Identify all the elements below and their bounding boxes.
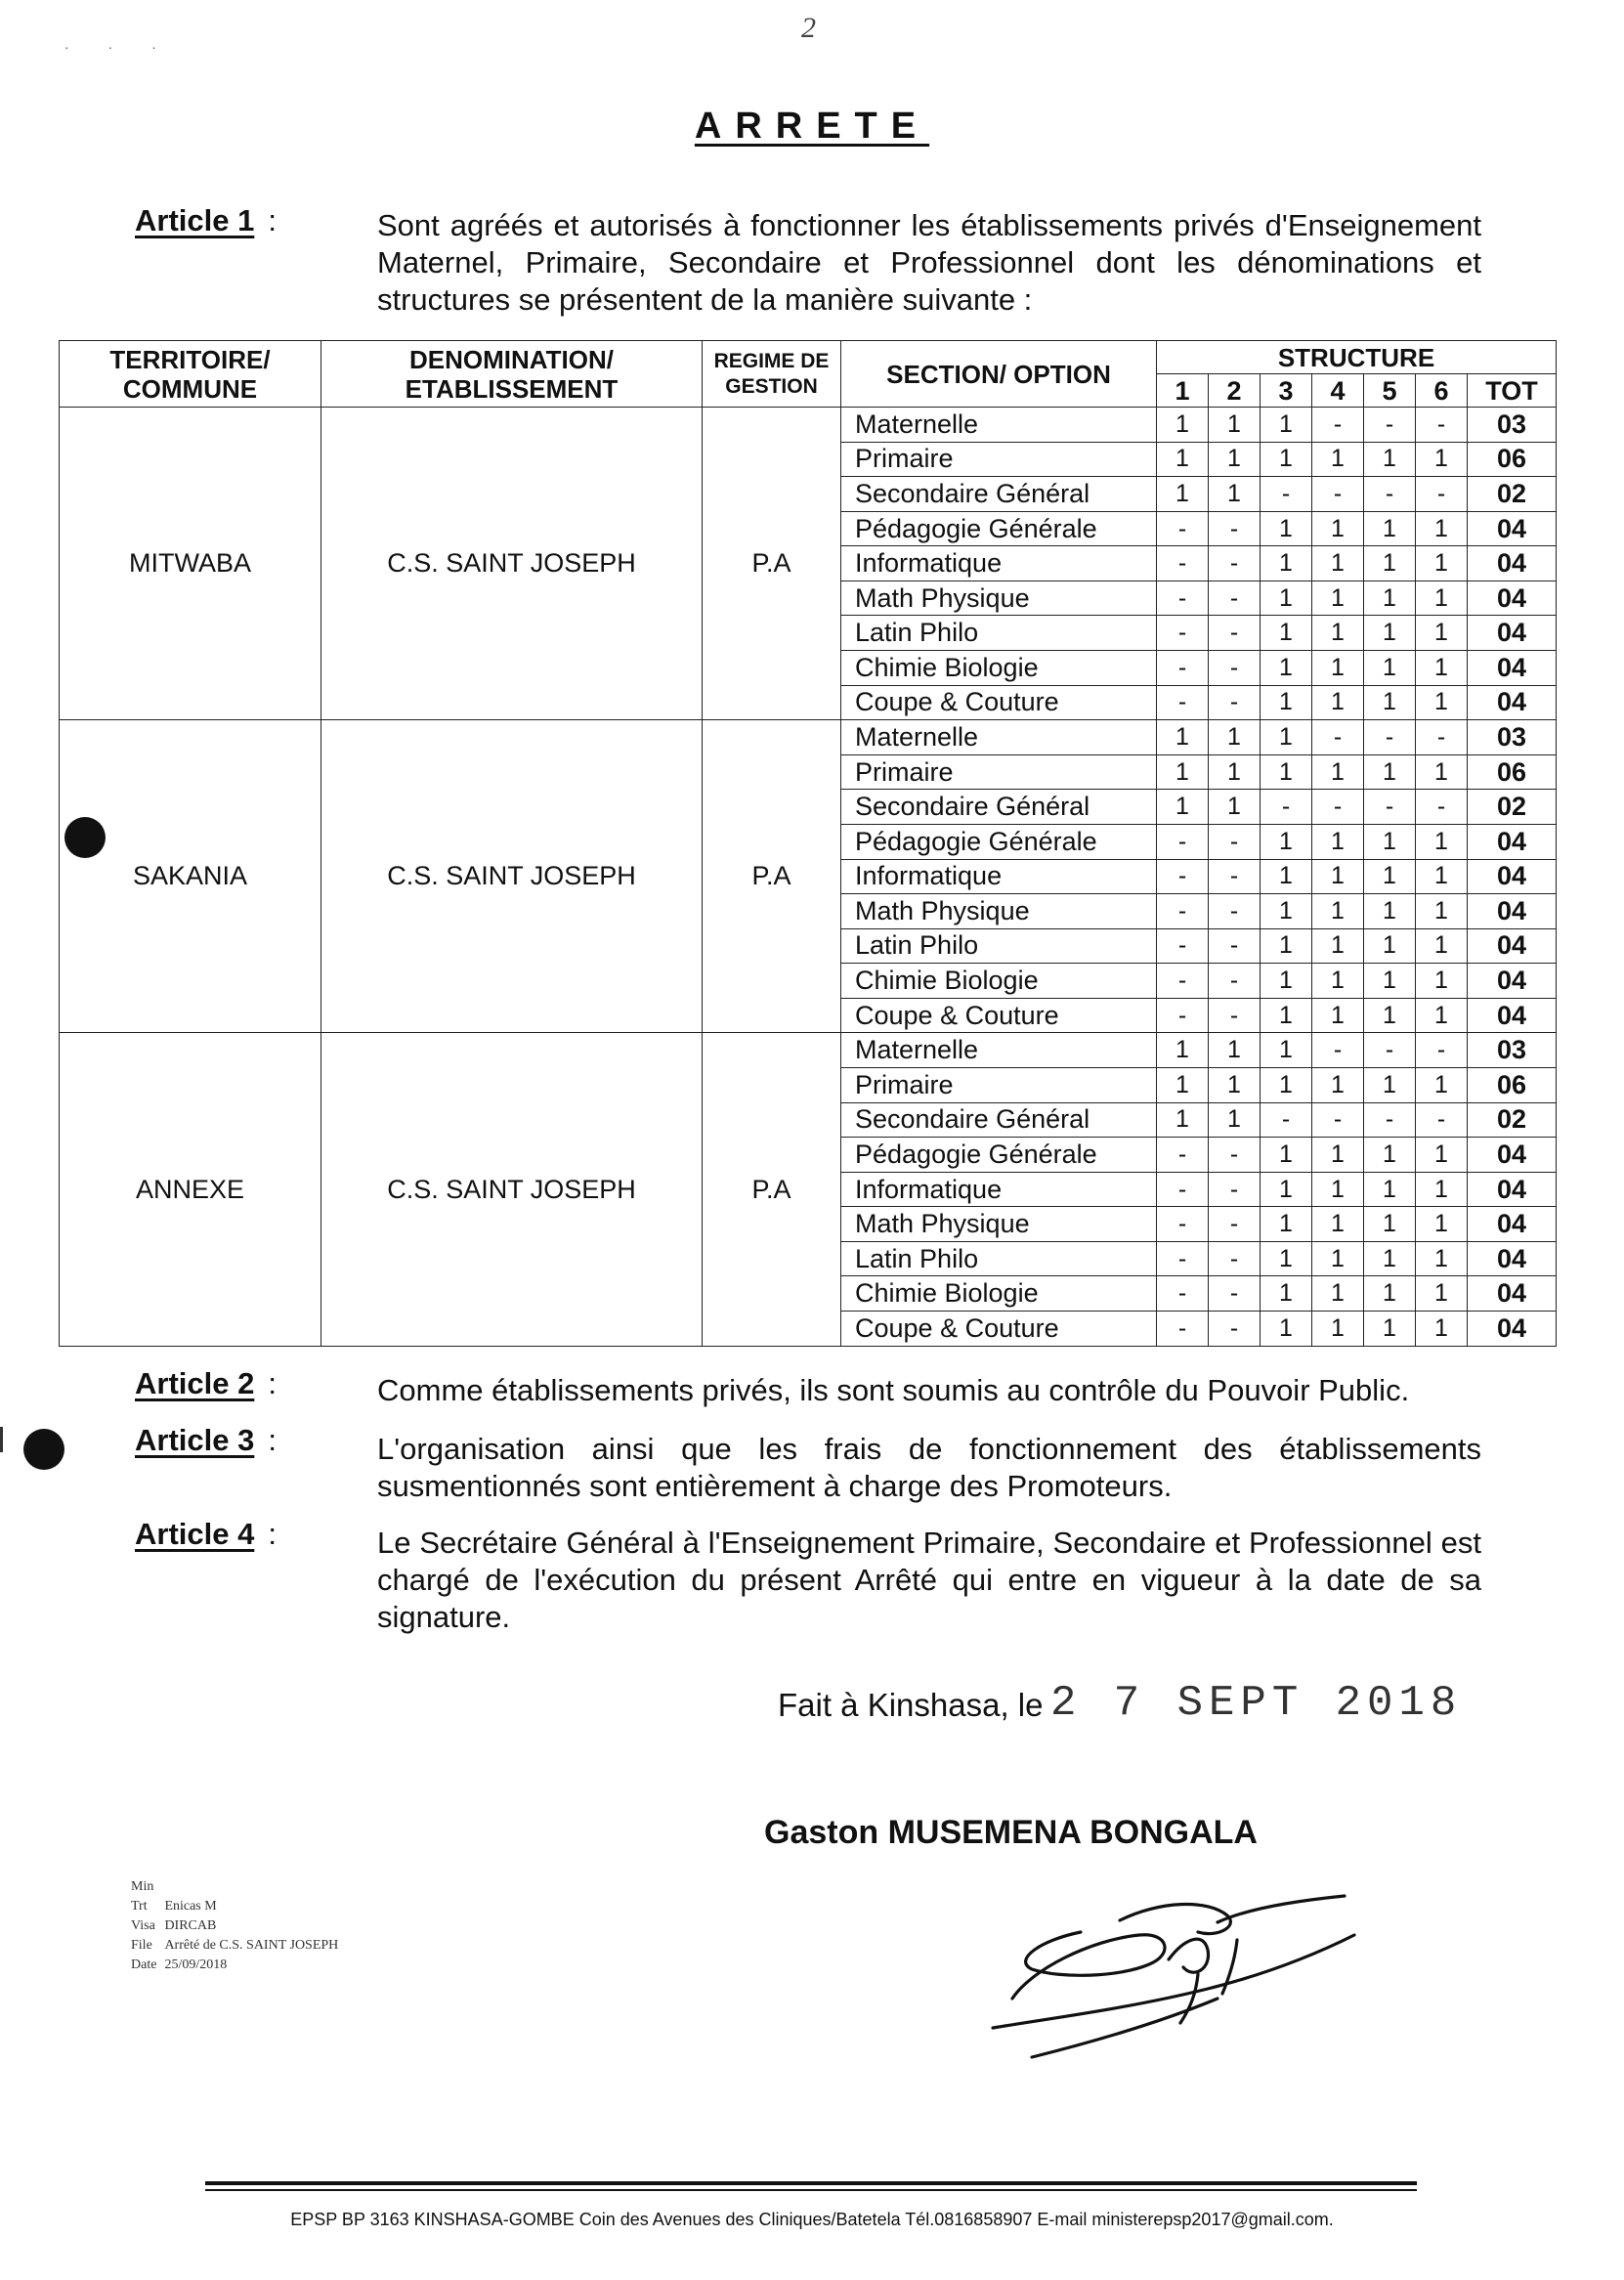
structure-cell: 1 <box>1416 1138 1468 1173</box>
option-cell: Maternelle <box>841 1033 1157 1068</box>
structure-cell: - <box>1209 1276 1261 1312</box>
header-col-6: 6 <box>1416 374 1468 408</box>
structure-cell: 1 <box>1416 581 1468 616</box>
total-cell: 02 <box>1468 1102 1557 1138</box>
option-cell: Chimie Biologie <box>841 651 1157 686</box>
structure-cell: 1 <box>1364 685 1416 720</box>
structure-cell: - <box>1261 1102 1312 1138</box>
header-section: SECTION/ OPTION <box>841 341 1157 408</box>
regime-cell: P.A <box>703 720 841 1033</box>
initials-value: DIRCAB <box>164 1918 217 1933</box>
structure-cell: - <box>1157 964 1209 999</box>
structure-cell: - <box>1209 581 1261 616</box>
initials-key: File <box>131 1938 152 1953</box>
structure-cell: - <box>1157 1276 1209 1312</box>
structure-cell: 1 <box>1312 1312 1364 1347</box>
option-cell: Pédagogie Générale <box>841 1138 1157 1173</box>
structure-cell: 1 <box>1416 1312 1468 1347</box>
option-cell: Math Physique <box>841 1207 1157 1242</box>
structure-cell: - <box>1312 790 1364 825</box>
structure-cell: - <box>1157 685 1209 720</box>
structure-cell: 1 <box>1416 651 1468 686</box>
structure-cell: - <box>1157 581 1209 616</box>
structure-cell: - <box>1209 1312 1261 1347</box>
structure-cell: 1 <box>1364 1276 1416 1312</box>
option-cell: Coupe & Couture <box>841 685 1157 720</box>
table-row <box>60 408 1557 443</box>
initials-row <box>131 1957 344 1974</box>
structure-cell: - <box>1209 859 1261 894</box>
structure-cell: 1 <box>1364 859 1416 894</box>
structure-cell: 1 <box>1261 616 1312 651</box>
structure-cell: 1 <box>1364 1067 1416 1102</box>
initials-value: Enicas M <box>164 1899 217 1914</box>
structure-cell: - <box>1312 477 1364 512</box>
article-2-text: Comme établissements privés, ils sont soumis au contrôle du Pouvoir Public. <box>377 1373 1410 1407</box>
total-cell: 04 <box>1468 511 1557 546</box>
structure-cell: - <box>1157 1207 1209 1242</box>
structure-cell: 1 <box>1312 824 1364 859</box>
option-cell: Informatique <box>841 546 1157 581</box>
footer-rule <box>205 2181 1417 2185</box>
initials-row <box>131 1917 344 1935</box>
structure-cell: 1 <box>1209 1102 1261 1138</box>
structure-cell: 1 <box>1364 964 1416 999</box>
structure-cell: - <box>1157 859 1209 894</box>
signature-place: Fait à Kinshasa, le <box>778 1687 1044 1723</box>
structure-cell: 1 <box>1364 1138 1416 1173</box>
initials-row <box>131 1898 344 1915</box>
option-cell: Maternelle <box>841 408 1157 443</box>
total-cell: 04 <box>1468 998 1557 1033</box>
option-cell: Secondaire Général <box>841 790 1157 825</box>
structure-cell: 1 <box>1261 998 1312 1033</box>
total-cell: 03 <box>1468 720 1557 755</box>
structure-cell: 1 <box>1261 408 1312 443</box>
header-col-5: 5 <box>1364 374 1416 408</box>
structure-cell: 1 <box>1312 616 1364 651</box>
structure-cell: 1 <box>1261 1033 1312 1068</box>
structure-cell: - <box>1209 1172 1261 1207</box>
header-col-2: 2 <box>1209 374 1261 408</box>
structure-cell: 1 <box>1364 651 1416 686</box>
total-cell: 02 <box>1468 790 1557 825</box>
structure-cell: 1 <box>1261 546 1312 581</box>
structure-cell: - <box>1364 408 1416 443</box>
structure-cell: 1 <box>1157 442 1209 477</box>
territoire-cell: SAKANIA <box>60 720 321 1033</box>
structure-cell: 1 <box>1312 1207 1364 1242</box>
etablissement-cell: C.S. SAINT JOSEPH <box>321 1033 703 1347</box>
structure-cell: - <box>1364 790 1416 825</box>
structure-cell: - <box>1312 1102 1364 1138</box>
structure-cell: - <box>1416 477 1468 512</box>
structure-cell: 1 <box>1364 1312 1416 1347</box>
structure-cell: - <box>1209 685 1261 720</box>
structure-cell: 1 <box>1261 1207 1312 1242</box>
scan-specks: · · · <box>64 39 174 55</box>
structure-cell: - <box>1209 928 1261 964</box>
structure-cell: 1 <box>1312 859 1364 894</box>
regime-cell: P.A <box>703 408 841 720</box>
etablissement-cell: C.S. SAINT JOSEPH <box>321 720 703 1033</box>
total-cell: 04 <box>1468 859 1557 894</box>
structure-cell: 1 <box>1416 928 1468 964</box>
structure-cell: - <box>1209 1241 1261 1276</box>
structure-cell: - <box>1157 1138 1209 1173</box>
structure-cell: - <box>1157 998 1209 1033</box>
punch-hole-dot-2 <box>23 1429 64 1470</box>
structure-cell: 1 <box>1312 1067 1364 1102</box>
handwritten-signature <box>973 1862 1384 2067</box>
article-1-text: Sont agréés et autorisés à fonctionner les établissements privés d'Enseignement Maternel, Primaire, Secondaire et Professionnel dont les dénominations et structures se présentent de la manière suivante : <box>377 208 1481 317</box>
structure-cell: 1 <box>1261 824 1312 859</box>
initials-value: 25/09/2018 <box>164 1957 228 1972</box>
article-3-text: L'organisation ainsi que les frais de fonctionnement des établissements susmentionnés sont entièrement à charge des Promoteurs. <box>377 1432 1481 1503</box>
structure-cell: - <box>1416 1102 1468 1138</box>
total-cell: 04 <box>1468 1172 1557 1207</box>
structure-cell: 1 <box>1364 581 1416 616</box>
option-cell: Primaire <box>841 1067 1157 1102</box>
structure-cell: 1 <box>1416 894 1468 929</box>
structure-cell: 1 <box>1157 1067 1209 1102</box>
structure-cell: 1 <box>1261 928 1312 964</box>
initials-row <box>131 1878 344 1896</box>
structure-cell: 1 <box>1416 1276 1468 1312</box>
structure-cell: 1 <box>1312 581 1364 616</box>
structure-cell: - <box>1364 1102 1416 1138</box>
structure-cell: 1 <box>1416 442 1468 477</box>
page-number: 2 <box>801 12 816 44</box>
total-cell: 04 <box>1468 616 1557 651</box>
total-cell: 06 <box>1468 1067 1557 1102</box>
structure-cell: - <box>1261 477 1312 512</box>
scan-edge-mark <box>0 1427 3 1452</box>
table-row <box>60 1033 1557 1068</box>
structure-cell: - <box>1157 546 1209 581</box>
total-cell: 04 <box>1468 651 1557 686</box>
structure-cell: 1 <box>1157 790 1209 825</box>
article-4-text: Le Secrétaire Général à l'Enseignement Primaire, Secondaire et Professionnel est chargé de l'exécution du présent Arrêté qui entre en vigueur à la date de sa signature. <box>377 1526 1481 1634</box>
header-territoire: TERRITOIRE/ COMMUNE <box>60 341 321 408</box>
structure-cell: 1 <box>1312 998 1364 1033</box>
structure-cell: 1 <box>1416 685 1468 720</box>
total-cell: 04 <box>1468 1138 1557 1173</box>
structure-cell: 1 <box>1416 1241 1468 1276</box>
article-3-label: Article 3 : <box>135 1423 277 1457</box>
article-1-label: Article 1 : <box>135 203 277 237</box>
structure-cell: 1 <box>1312 546 1364 581</box>
option-cell: Math Physique <box>841 581 1157 616</box>
structure-cell: 1 <box>1416 824 1468 859</box>
structure-cell: 1 <box>1209 754 1261 790</box>
structure-cell: - <box>1209 546 1261 581</box>
structure-cell: 1 <box>1312 1276 1364 1312</box>
footer-address: EPSP BP 3163 KINSHASA-GOMBE Coin des Avenues des Cliniques/Batetela Tél.0816858907 E-mail ministerepsp2017@gmail.com. <box>290 2210 1334 2229</box>
header-regime: REGIME DE GESTION <box>703 341 841 408</box>
structure-cell: - <box>1157 511 1209 546</box>
structure-cell: 1 <box>1261 1067 1312 1102</box>
structure-cell: 1 <box>1416 1172 1468 1207</box>
option-cell: Primaire <box>841 442 1157 477</box>
date-stamp: 2 7 SEPT 2018 <box>1050 1679 1463 1728</box>
initials-key: Min <box>131 1879 154 1894</box>
structure-cell: 1 <box>1157 754 1209 790</box>
territoire-cell: MITWABA <box>60 408 321 720</box>
structure-cell: 1 <box>1261 1241 1312 1276</box>
structure-cell: - <box>1364 720 1416 755</box>
option-cell: Math Physique <box>841 894 1157 929</box>
structure-cell: - <box>1312 408 1364 443</box>
structure-cell: 1 <box>1312 894 1364 929</box>
total-cell: 04 <box>1468 824 1557 859</box>
structure-cell: 1 <box>1364 998 1416 1033</box>
regime-cell: P.A <box>703 1033 841 1347</box>
structure-cell: 1 <box>1416 1207 1468 1242</box>
structure-cell: 1 <box>1209 477 1261 512</box>
structure-cell: - <box>1312 720 1364 755</box>
structure-cell: 1 <box>1261 1276 1312 1312</box>
header-denomination: DENOMINATION/ ETABLISSEMENT <box>321 341 703 408</box>
total-cell: 02 <box>1468 477 1557 512</box>
structure-cell: - <box>1209 1207 1261 1242</box>
structure-cell: 1 <box>1312 1241 1364 1276</box>
total-cell: 04 <box>1468 1241 1557 1276</box>
structure-cell: - <box>1209 511 1261 546</box>
structure-cell: 1 <box>1312 1138 1364 1173</box>
structure-cell: 1 <box>1364 894 1416 929</box>
structure-cell: - <box>1157 1172 1209 1207</box>
structure-cell: 1 <box>1209 442 1261 477</box>
article-4-label-text: Article 4 <box>135 1517 255 1551</box>
structure-cell: 1 <box>1312 754 1364 790</box>
header-col-1: 1 <box>1157 374 1209 408</box>
structure-cell: 1 <box>1416 964 1468 999</box>
document-title-text: ARRETE <box>694 106 930 147</box>
total-cell: 04 <box>1468 894 1557 929</box>
option-cell: Chimie Biologie <box>841 964 1157 999</box>
header-col-tot: TOT <box>1468 374 1557 408</box>
initials-row <box>131 1937 344 1955</box>
structure-cell: 1 <box>1209 1067 1261 1102</box>
article-2-label: Article 2 : <box>135 1366 277 1400</box>
structure-cell: - <box>1157 824 1209 859</box>
structure-cell: 1 <box>1261 894 1312 929</box>
structure-cell: - <box>1209 616 1261 651</box>
structure-cell: 1 <box>1364 824 1416 859</box>
total-cell: 04 <box>1468 1207 1557 1242</box>
structure-cell: 1 <box>1261 651 1312 686</box>
structure-cell: 1 <box>1312 651 1364 686</box>
structure-cell: 1 <box>1364 511 1416 546</box>
structure-cell: - <box>1157 1312 1209 1347</box>
structure-cell: - <box>1312 1033 1364 1068</box>
structure-cell: 1 <box>1364 1207 1416 1242</box>
option-cell: Latin Philo <box>841 1241 1157 1276</box>
initials-key: Trt <box>131 1899 148 1914</box>
option-cell: Coupe & Couture <box>841 998 1157 1033</box>
structure-cell: - <box>1209 824 1261 859</box>
initials-key: Visa <box>131 1918 155 1933</box>
initials-value <box>164 1878 344 1896</box>
total-cell: 06 <box>1468 442 1557 477</box>
structure-cell: 1 <box>1312 1172 1364 1207</box>
table-row <box>60 720 1557 755</box>
structure-cell: - <box>1416 790 1468 825</box>
structure-table <box>59 340 1557 1347</box>
structure-cell: 1 <box>1261 720 1312 755</box>
structure-cell: - <box>1157 928 1209 964</box>
punch-hole-dot <box>64 817 106 858</box>
structure-cell: 1 <box>1261 685 1312 720</box>
structure-cell: - <box>1416 1033 1468 1068</box>
structure-cell: 1 <box>1157 720 1209 755</box>
option-cell: Latin Philo <box>841 928 1157 964</box>
total-cell: 03 <box>1468 408 1557 443</box>
option-cell: Latin Philo <box>841 616 1157 651</box>
structure-cell: 1 <box>1364 754 1416 790</box>
structure-cell: - <box>1209 894 1261 929</box>
signatory-name: Gaston MUSEMENA BONGALA <box>764 1814 1258 1851</box>
option-cell: Informatique <box>841 859 1157 894</box>
option-cell: Pédagogie Générale <box>841 824 1157 859</box>
structure-cell: - <box>1209 1138 1261 1173</box>
structure-cell: - <box>1157 651 1209 686</box>
structure-cell: 1 <box>1416 1067 1468 1102</box>
structure-cell: 1 <box>1416 859 1468 894</box>
structure-cell: 1 <box>1157 477 1209 512</box>
total-cell: 04 <box>1468 1312 1557 1347</box>
structure-cell: 1 <box>1364 442 1416 477</box>
structure-cell: - <box>1157 1241 1209 1276</box>
structure-cell: 1 <box>1261 1312 1312 1347</box>
structure-cell: - <box>1157 616 1209 651</box>
total-cell: 04 <box>1468 546 1557 581</box>
structure-cell: - <box>1364 477 1416 512</box>
header-structure: STRUCTURE <box>1157 341 1557 374</box>
structure-cell: 1 <box>1364 546 1416 581</box>
total-cell: 04 <box>1468 964 1557 999</box>
option-cell: Coupe & Couture <box>841 1312 1157 1347</box>
total-cell: 04 <box>1468 685 1557 720</box>
structure-cell: 1 <box>1416 616 1468 651</box>
option-cell: Secondaire Général <box>841 477 1157 512</box>
structure-cell: 1 <box>1364 1172 1416 1207</box>
total-cell: 03 <box>1468 1033 1557 1068</box>
structure-cell: 1 <box>1416 754 1468 790</box>
structure-cell: - <box>1157 894 1209 929</box>
structure-cell: 1 <box>1364 928 1416 964</box>
structure-cell: - <box>1209 651 1261 686</box>
option-cell: Maternelle <box>841 720 1157 755</box>
footer-rule-thin <box>205 2189 1417 2191</box>
structure-cell: 1 <box>1261 511 1312 546</box>
structure-cell: 1 <box>1261 859 1312 894</box>
structure-cell: - <box>1209 964 1261 999</box>
territoire-cell: ANNEXE <box>60 1033 321 1347</box>
structure-cell: 1 <box>1312 928 1364 964</box>
option-cell: Pédagogie Générale <box>841 511 1157 546</box>
document-title <box>0 106 1624 148</box>
structure-cell: 1 <box>1261 1138 1312 1173</box>
total-cell: 06 <box>1468 754 1557 790</box>
structure-cell: - <box>1416 720 1468 755</box>
structure-cell: 1 <box>1157 408 1209 443</box>
structure-cell: 1 <box>1157 1102 1209 1138</box>
option-cell: Informatique <box>841 1172 1157 1207</box>
structure-cell: 1 <box>1261 581 1312 616</box>
structure-cell: 1 <box>1416 998 1468 1033</box>
article-3-label-text: Article 3 <box>135 1423 255 1457</box>
structure-cell: 1 <box>1416 546 1468 581</box>
total-cell: 04 <box>1468 581 1557 616</box>
header-col-4: 4 <box>1312 374 1364 408</box>
structure-cell: 1 <box>1312 685 1364 720</box>
option-cell: Secondaire Général <box>841 1102 1157 1138</box>
structure-cell: 1 <box>1312 964 1364 999</box>
initials-key: Date <box>131 1957 157 1972</box>
article-2-label-text: Article 2 <box>135 1366 255 1400</box>
structure-cell: 1 <box>1364 616 1416 651</box>
structure-cell: - <box>1364 1033 1416 1068</box>
option-cell: Primaire <box>841 754 1157 790</box>
option-cell: Chimie Biologie <box>841 1276 1157 1312</box>
structure-cell: 1 <box>1209 1033 1261 1068</box>
article-1-label-text: Article 1 <box>135 203 255 237</box>
structure-cell: 1 <box>1209 408 1261 443</box>
structure-cell: 1 <box>1312 511 1364 546</box>
structure-cell: 1 <box>1261 754 1312 790</box>
structure-cell: 1 <box>1209 790 1261 825</box>
article-4-label: Article 4 : <box>135 1517 277 1551</box>
structure-cell: 1 <box>1312 442 1364 477</box>
structure-cell: - <box>1261 790 1312 825</box>
structure-cell: - <box>1209 998 1261 1033</box>
total-cell: 04 <box>1468 1276 1557 1312</box>
structure-cell: 1 <box>1157 1033 1209 1068</box>
structure-cell: 1 <box>1364 1241 1416 1276</box>
structure-cell: - <box>1416 408 1468 443</box>
total-cell: 04 <box>1468 928 1557 964</box>
structure-cell: 1 <box>1416 511 1468 546</box>
structure-cell: 1 <box>1261 964 1312 999</box>
structure-cell: 1 <box>1261 1172 1312 1207</box>
initials-block <box>129 1876 346 1976</box>
structure-cell: 1 <box>1261 442 1312 477</box>
etablissement-cell: C.S. SAINT JOSEPH <box>321 408 703 720</box>
initials-value: Arrêté de C.S. SAINT JOSEPH <box>164 1938 339 1953</box>
header-col-3: 3 <box>1261 374 1312 408</box>
structure-cell: 1 <box>1209 720 1261 755</box>
